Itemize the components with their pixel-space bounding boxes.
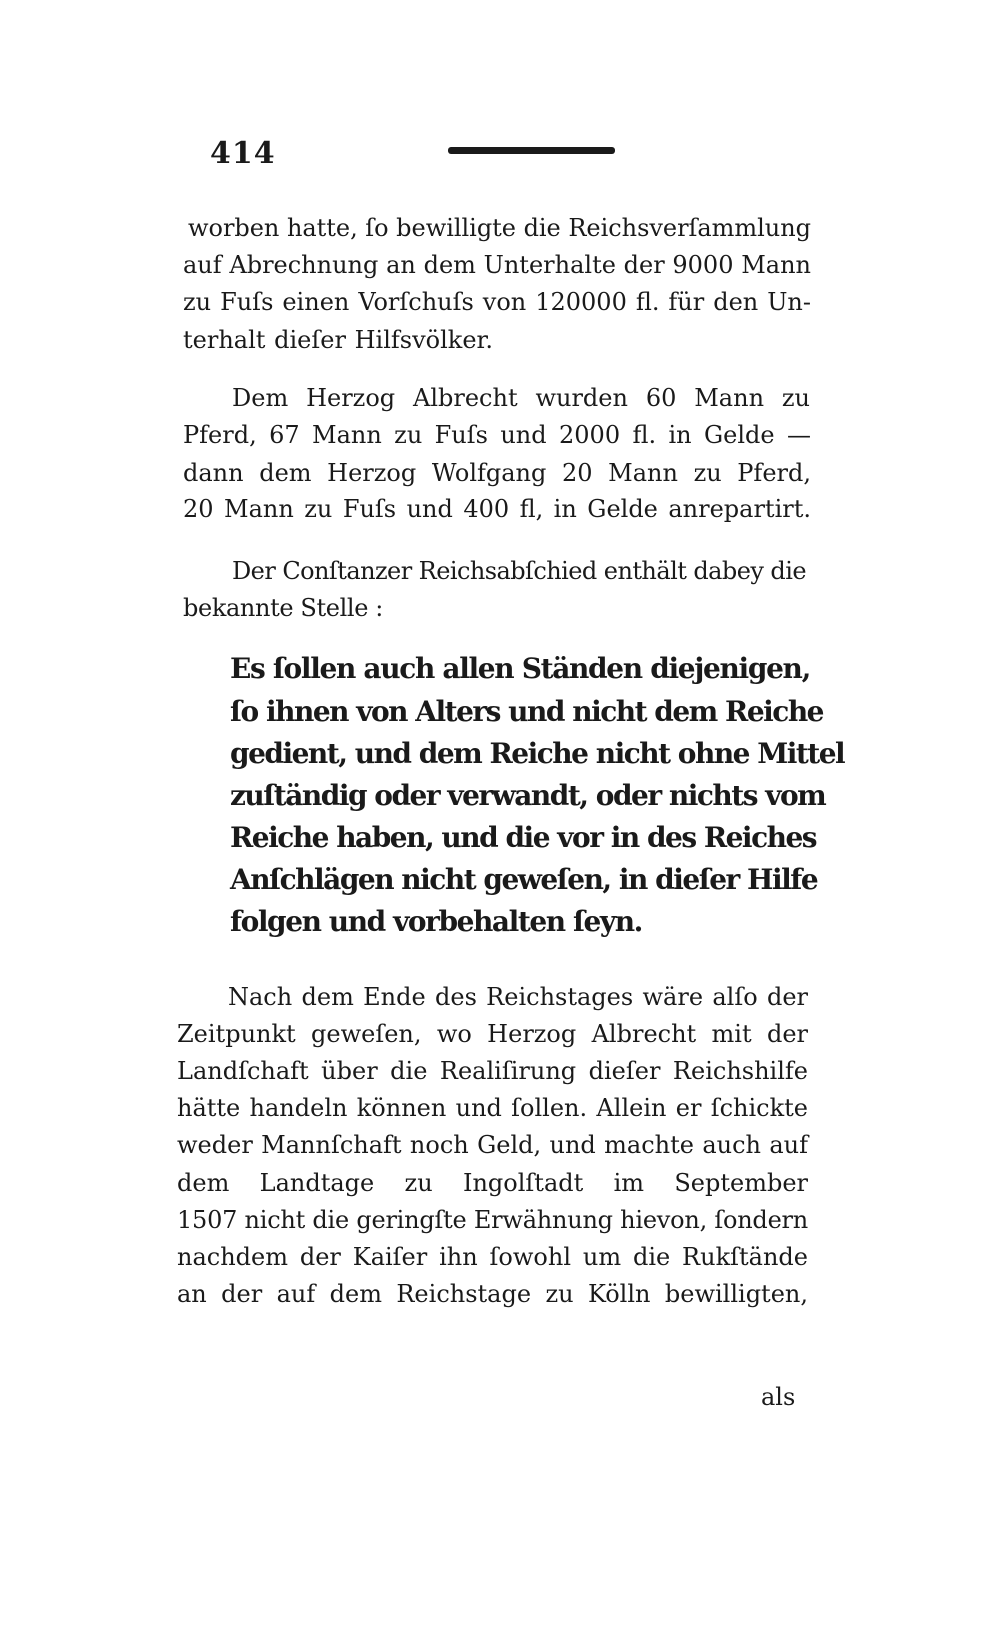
quote-line: Reiche haben, und die vor in des Reiches (230, 821, 817, 854)
page-number: 414 (210, 136, 276, 171)
text-line: Landſchaft über die Realiſirung dieſer Reichshilfe (177, 1057, 808, 1085)
text-line: zu Fuſs einen Vorſchuſs von 120000 fl. für den Un- (183, 288, 811, 316)
text-line: Dem Herzog Albrecht wurden 60 Mann zu (232, 384, 810, 412)
text-line: dem Landtage zu Ingolſtadt im September (177, 1169, 808, 1197)
text-line: Pferd, 67 Mann zu Fuſs und 2000 fl. in Gelde — (183, 421, 811, 449)
quote-line: folgen und vorbehalten ſeyn. (230, 905, 642, 938)
quote-line: zuſtändig oder verwandt, oder nichts vom (230, 779, 826, 812)
catchword: als (761, 1383, 796, 1411)
text-line: bekannte Stelle : (183, 594, 383, 622)
quote-line: ſo ihnen von Alters und nicht dem Reiche (230, 695, 823, 728)
text-line: an der auf dem Reichstage zu Kölln bewilligten, (177, 1280, 808, 1308)
text-line: 20 Mann zu Fuſs und 400 fl, in Gelde anrepartirt. (183, 495, 811, 523)
text-line: Zeitpunkt geweſen, wo Herzog Albrecht mit der (177, 1020, 808, 1048)
text-line: dann dem Herzog Wolfgang 20 Mann zu Pferd, (183, 459, 811, 487)
text-line: 1507 nicht die geringſte Erwähnung hievon, ſondern (177, 1206, 808, 1234)
quote-line: gedient, und dem Reiche nicht ohne Mittel (230, 737, 845, 770)
text-line: auf Abrechnung an dem Unterhalte der 9000 Mann (183, 251, 811, 279)
text-line: nachdem der Kaiſer ihn ſowohl um die Rukſtände (177, 1243, 808, 1271)
text-line: Nach dem Ende des Reichstages wäre alſo der (228, 983, 808, 1011)
text-line: Der Conſtanzer Reichsabſchied enthält dabey die (232, 557, 807, 585)
text-line: weder Mannſchaft noch Geld, und machte auch auf (177, 1131, 808, 1159)
header-rule (448, 147, 615, 154)
text-line: hätte handeln können und ſollen. Allein er ſchickte (177, 1094, 808, 1122)
text-line: terhalt dieſer Hilfsvölker. (183, 326, 493, 354)
text-line: worben hatte, ſo bewilligte die Reichsverſammlung (188, 214, 811, 242)
quote-line: Es ſollen auch allen Ständen diejenigen, (230, 652, 810, 685)
quote-line: Anſchlägen nicht geweſen, in dieſer Hilfe (230, 863, 818, 896)
